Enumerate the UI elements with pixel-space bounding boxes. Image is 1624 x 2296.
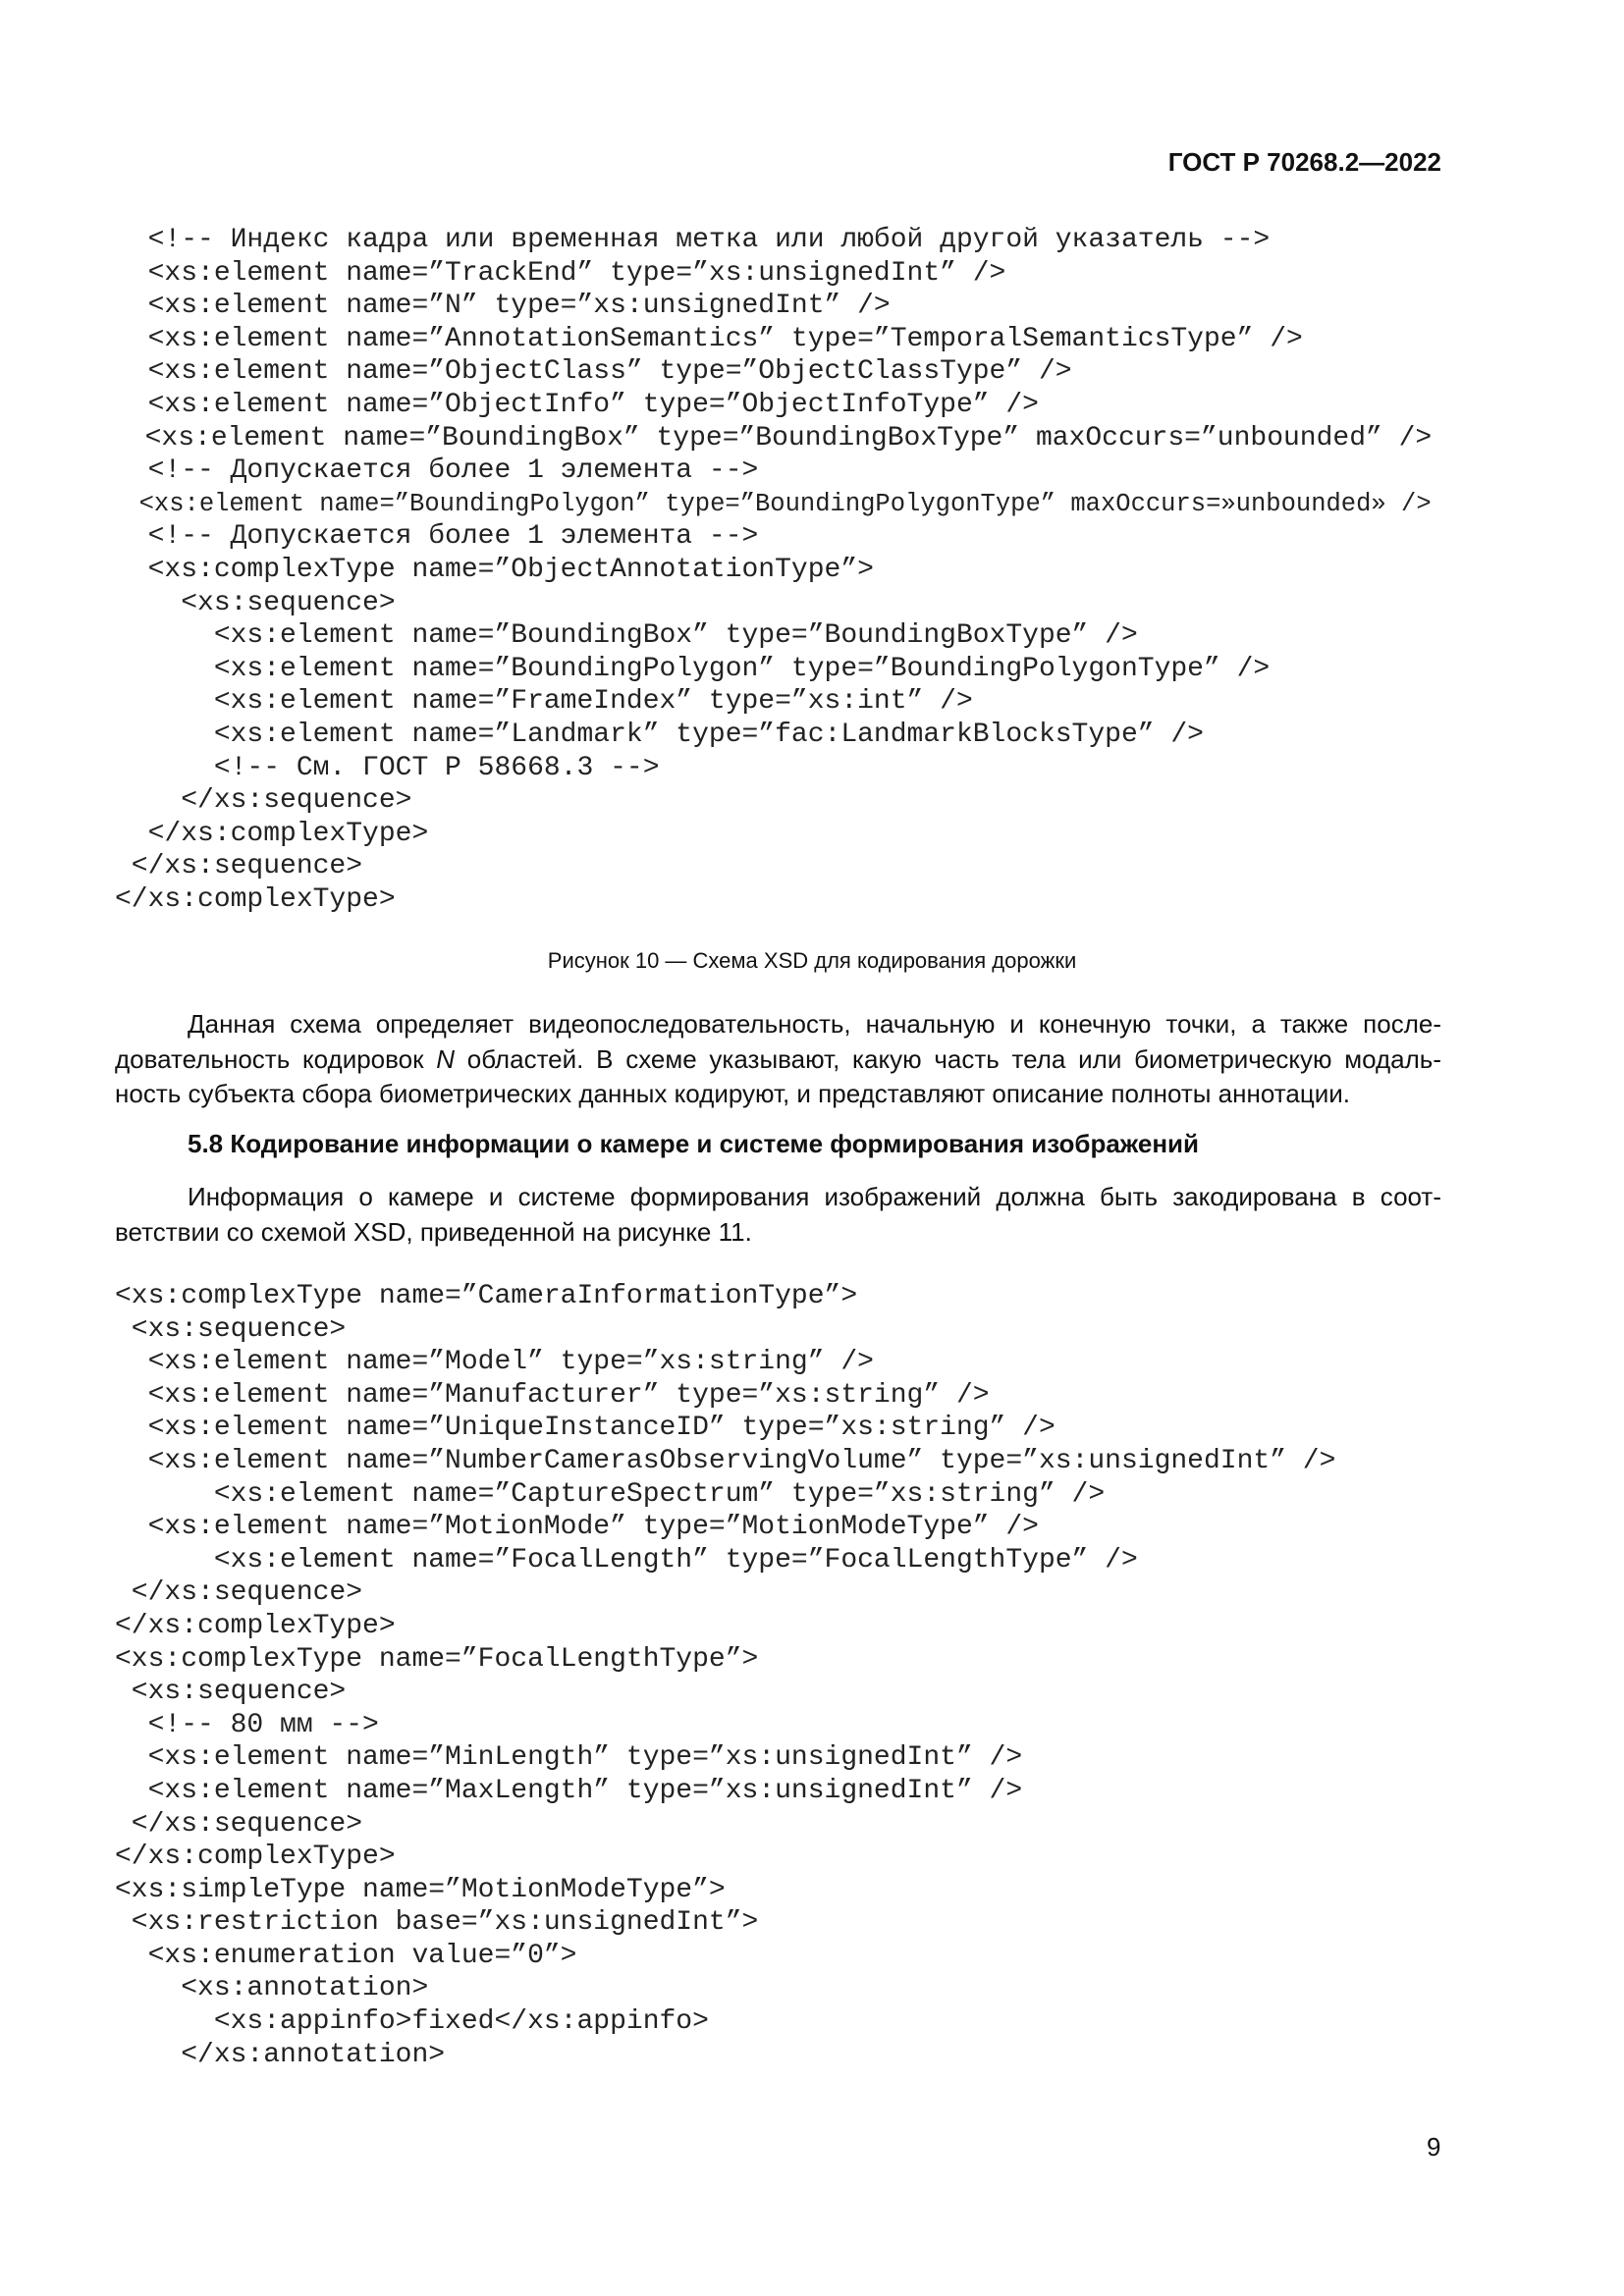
code-line: <xs:sequence> <box>115 1677 347 1708</box>
paragraph-schema-description <box>115 1007 1441 1112</box>
code-line: <xs:element name=”NumberCamerasObservingVolume” type=”xs:unsignedInt” /> <box>115 1445 1336 1476</box>
code-line: <xs:complexType name=”CameraInformationType”> <box>115 1281 858 1311</box>
code-line: </xs:complexType> <box>115 1842 396 1873</box>
code-line: <xs:element name=”ObjectInfo” type=”ObjectInfoType” /> <box>115 389 1039 420</box>
paragraph-camera-info <box>115 1180 1441 1250</box>
code-line: <xs:element name=”BoundingPolygon” type=”BoundingPolygonType” /> <box>115 653 1271 684</box>
italic-variable: N <box>436 1043 456 1074</box>
code-line: <xs:element name=”CaptureSpectrum” type=”xs:string” /> <box>115 1478 1106 1510</box>
code-line: <xs:element name=”N” type=”xs:unsignedInt” /> <box>115 291 891 322</box>
code-line: <!-- 80 мм --> <box>115 1709 379 1740</box>
code-line: <!-- См. ГОСТ Р 58668.3 --> <box>115 752 660 783</box>
code-line: <xs:element name=”FocalLength” type=”FocalLengthType” /> <box>115 1544 1138 1575</box>
code-line: <xs:element name=”FrameIndex” type=”xs:int” /> <box>115 686 973 718</box>
code-line: <xs:element name=”ObjectClass” type=”ObjectClassType” /> <box>115 356 1072 388</box>
code-line: <xs:enumeration value=”0”> <box>115 1940 577 1971</box>
code-line: </xs:sequence> <box>115 1577 363 1609</box>
xsd-code-block-track <box>109 224 1433 916</box>
code-line: </xs:sequence> <box>115 785 412 817</box>
text-span: довательность кодировок <box>115 1043 437 1074</box>
code-line: <xs:annotation> <box>115 1973 429 2004</box>
xsd-code-block-camera <box>115 1280 1335 2071</box>
paragraph-line: Информация о камере и системе формирования изображений должна быть закодирована в соот- <box>188 1182 1441 1211</box>
paragraph-line: ность субъекта сбора биометрических данных кодируют, и представляют описание полноты аннотации. <box>115 1079 1350 1108</box>
code-line: <xs:simpleType name=”MotionModeType”> <box>115 1874 726 1905</box>
code-line: <xs:appinfo>fixed</xs:appinfo> <box>115 2006 709 2038</box>
code-line: <xs:element name=”Landmark” type=”fac:LandmarkBlocksType” /> <box>115 719 1204 750</box>
document-header-standard: ГОСТ Р 70268.2—2022 <box>1167 147 1441 177</box>
code-line: </xs:complexType> <box>115 1610 396 1641</box>
code-line: <xs:element name=”MinLength” type=”xs:unsignedInt” /> <box>115 1742 1023 1774</box>
code-line: <xs:element name=”MaxLength” type=”xs:unsignedInt” /> <box>115 1775 1023 1806</box>
code-line: <xs:element name=”BoundingPolygon” type=”BoundingPolygonType” maxOccurs=»unbounded» /> <box>109 489 1432 518</box>
code-line: <xs:sequence> <box>115 587 396 618</box>
code-line: <xs:element name=”BoundingBox” type=”BoundingBoxType” maxOccurs=”unbounded” /> <box>112 422 1433 454</box>
code-line: <xs:restriction base=”xs:unsignedInt”> <box>115 1907 759 1939</box>
paragraph-line: ветствии со схемой XSD, приведенной на рисунке 11. <box>115 1216 752 1247</box>
paragraph-line: Данная схема определяет видеопоследовательность, начальную и конечную точки, а также после- <box>188 1009 1441 1039</box>
code-line: </xs:complexType> <box>115 883 396 915</box>
code-line: <xs:element name=”Manufacturer” type=”xs:string” /> <box>115 1379 990 1411</box>
code-line: <xs:element name=”BoundingBox” type=”BoundingBoxType” /> <box>115 620 1138 652</box>
code-line: <xs:complexType name=”ObjectAnnotationType”> <box>115 554 874 585</box>
code-line: <!-- Индекс кадра или временная метка или любой другой указатель --> <box>115 225 1271 255</box>
code-line: </xs:sequence> <box>115 1808 363 1840</box>
code-line: </xs:annotation> <box>115 2039 446 2070</box>
figure-caption: Рисунок 10 — Схема XSD для кодирования дорожки <box>547 948 1077 973</box>
code-line: </xs:complexType> <box>115 818 429 849</box>
code-line: <xs:element name=”AnnotationSemantics” type=”TemporalSemanticsType” /> <box>115 323 1303 354</box>
code-line: <xs:sequence> <box>115 1313 347 1345</box>
code-line: <!-- Допускается более 1 элемента --> <box>115 455 759 487</box>
code-line: <xs:element name=”Model” type=”xs:string” /> <box>115 1347 874 1378</box>
paragraph-line <box>115 1042 1441 1078</box>
page-number: 9 <box>1427 2132 1441 2162</box>
code-line: <xs:element name=”UniqueInstanceID” type=”xs:string” /> <box>115 1413 1056 1444</box>
section-heading: 5.8 Кодирование информации о камере и системе формирования изображений <box>188 1129 1200 1158</box>
text-span: областей. В схеме указывают, какую часть тела или биометрическую модаль- <box>455 1043 1441 1074</box>
code-line: <!-- Допускается более 1 элемента --> <box>115 521 759 553</box>
code-line: </xs:sequence> <box>115 851 363 882</box>
code-line: <xs:complexType name=”FocalLengthType”> <box>115 1643 759 1675</box>
code-line: <xs:element name=”MotionMode” type=”MotionModeType” /> <box>115 1512 1039 1543</box>
code-line: <xs:element name=”TrackEnd” type=”xs:unsignedInt” /> <box>115 257 1006 289</box>
